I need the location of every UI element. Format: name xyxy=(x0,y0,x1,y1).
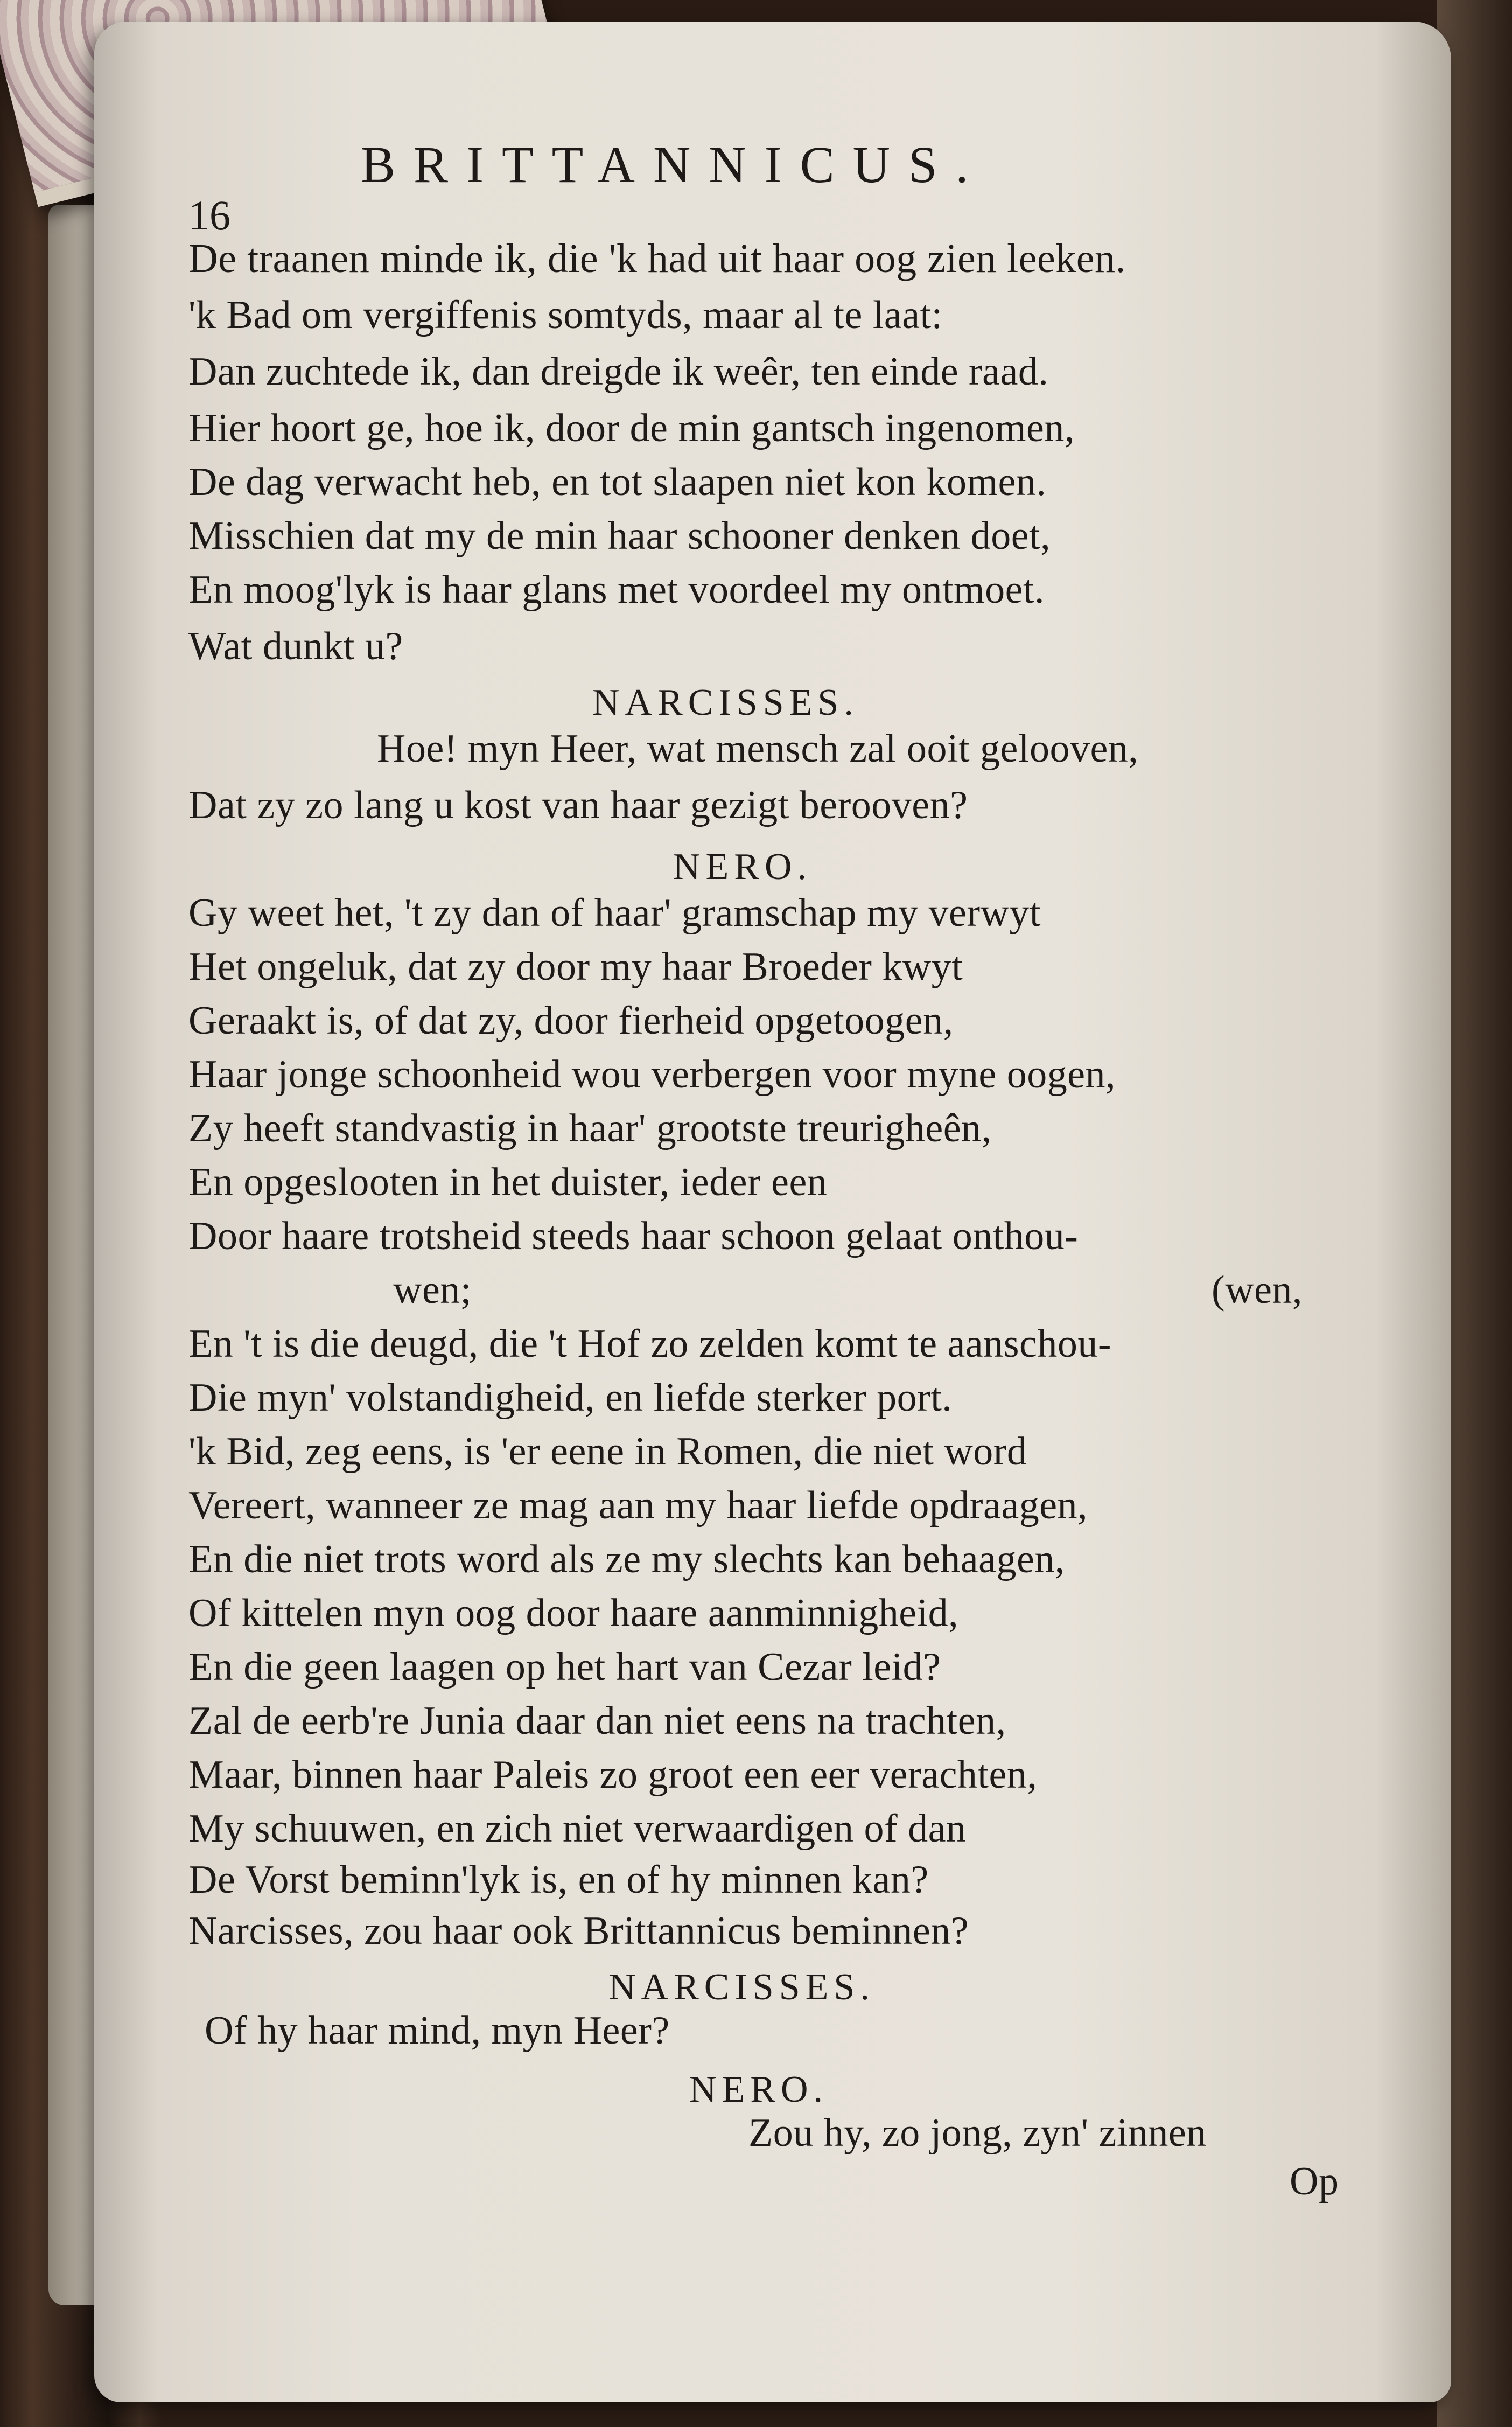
text-line: wen; xyxy=(393,1268,472,1312)
text-line: Geraakt is, of dat zy, door fierheid opgetoogen, xyxy=(188,999,954,1043)
text-line: Of kittelen myn oog door haare aanminnigheid, xyxy=(188,1591,959,1635)
text-line: Vereert, wanneer ze mag aan my haar liefde opdraagen, xyxy=(188,1483,1088,1528)
text-line: De traanen minde ik, die 'k had uit haar oog zien leeken. xyxy=(188,236,1126,281)
text-line: Door haare trotsheid steeds haar schoon gelaat onthou- xyxy=(188,1214,1079,1258)
text-line: De Vorst beminn'lyk is, en of hy minnen kan? xyxy=(188,1858,929,1902)
page-number: 16 xyxy=(188,192,230,239)
text-line: Of hy haar mind, myn Heer? xyxy=(205,2008,670,2053)
text-line: Gy weet het, 't zy dan of haar' gramschap my verwyt xyxy=(188,891,1041,935)
text-line: En opgeslooten in het duister, ieder een xyxy=(188,1160,828,1204)
text-line: Zy heeft standvastig in haar' grootste treurigheên, xyxy=(188,1106,992,1150)
text-line: 'k Bid, zeg eens, is 'er eene in Romen, die niet word xyxy=(188,1429,1027,1474)
text-line: (wen, xyxy=(1212,1268,1303,1312)
text-line: En 't is die deugd, die 't Hof zo zelden komt te aanschou- xyxy=(188,1322,1112,1366)
text-line: Hoe! myn Heer, wat mensch zal ooit gelooven, xyxy=(377,727,1139,771)
text-line: De dag verwacht heb, en tot slaapen niet kon komen. xyxy=(188,460,1047,504)
text-line: Hier hoort ge, hoe ik, door de min gantsch ingenomen, xyxy=(188,406,1075,450)
text-line: My schuuwen, en zich niet verwaardigen of dan xyxy=(188,1807,967,1851)
text-line: Zal de eerb're Junia daar dan niet eens na trachten, xyxy=(188,1699,1006,1743)
text-line: Het ongeluk, dat zy door my haar Broeder kwyt xyxy=(188,945,963,989)
text-line: Maar, binnen haar Paleis zo groot een eer verachten, xyxy=(188,1753,1038,1797)
running-title: BRITTANNICUS. xyxy=(361,136,987,193)
text-line: En die niet trots word als ze my slechts kan behaagen, xyxy=(188,1537,1065,1581)
text-line: Haar jonge schoonheid wou verbergen voor myne oogen, xyxy=(188,1052,1116,1097)
text-line: Narcisses, zou haar ook Brittannicus beminnen? xyxy=(188,1909,969,1953)
text-line: Wat dunkt u? xyxy=(188,624,403,668)
text-line: 'k Bad om vergiffenis somtyds, maar al te laat: xyxy=(188,293,943,337)
text-line: En die geen laagen op het hart van Cezar leid? xyxy=(188,1645,941,1689)
text-line: Zou hy, zo jong, zyn' zinnen xyxy=(748,2111,1207,2155)
catchword: Op xyxy=(1290,2159,1339,2203)
speaker-name: NERO. xyxy=(673,846,813,888)
speaker-name: NARCISSES. xyxy=(592,682,859,723)
speaker-name: NERO. xyxy=(689,2069,829,2110)
text-line: Die myn' volstandigheid, en liefde sterker port. xyxy=(188,1376,953,1420)
text-line: Dan zuchtede ik, dan dreigde ik weêr, ten einde raad. xyxy=(188,350,1049,394)
speaker-name: NARCISSES. xyxy=(608,1966,875,2008)
text-line: Dat zy zo lang u kost van haar gezigt berooven? xyxy=(188,783,968,827)
text-line: Misschien dat my de min haar schooner denken doet, xyxy=(188,514,1051,558)
text-line: En moog'lyk is haar glans met voordeel my ontmoet. xyxy=(188,568,1045,612)
